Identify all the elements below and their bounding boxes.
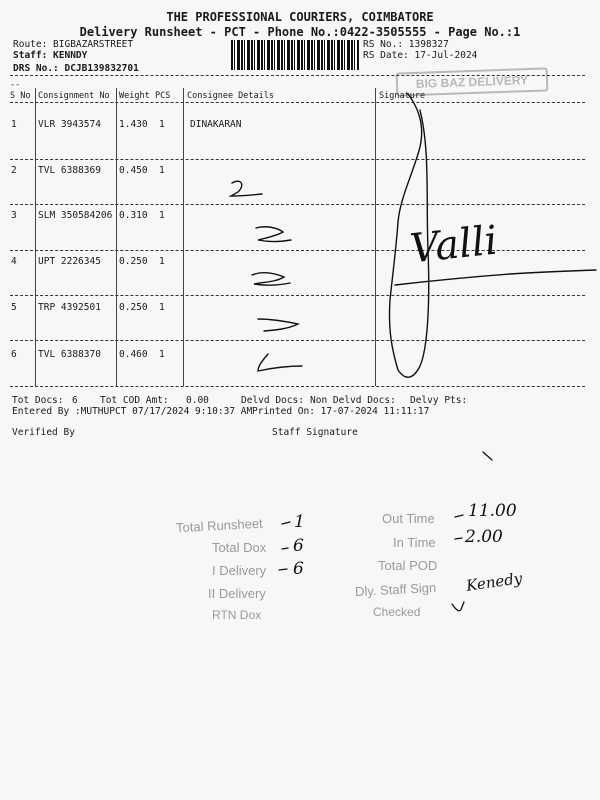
stamp-staff-sign-value: Kenedy [465,569,524,595]
table-cell-consignment: TVL 6388369 [38,165,101,176]
staff-label: Staff: KENNDY [13,50,88,61]
table-cell-sno: 2 [11,165,17,176]
table-cell-consignment: UPT 2226345 [38,256,101,267]
col-header-pcs: PCS [155,91,171,101]
header-marker: -- [10,80,21,90]
runsheet-subtitle: Delivery Runsheet - PCT - Phone No.:0422-3505555 - Page No.:1 [79,25,521,39]
stamp-first-delivery-value: 6 [293,559,304,579]
rs-date: RS Date: 17-Jul-2024 [363,50,478,61]
table-cell-weight: 1.430 [119,119,148,130]
table-cell-sno: 1 [11,119,17,130]
stamp-second-delivery: II Delivery [208,586,266,601]
stamp-staff-sign: Dly. Staff Sign [354,579,437,600]
verified-by: Verified By [12,427,75,438]
stamp-out-time: Out Time [382,511,435,526]
table-cell-pcs: 1 [159,119,165,130]
table-cell-weight: 0.450 [119,165,148,176]
recipient-signature: Valli [407,217,500,273]
stamp-dash-mark [282,522,290,524]
tot-docs-label: Tot Docs: [12,395,64,406]
stray-mark [483,452,492,460]
table-cell-consignment: VLR 3943574 [38,119,101,130]
stamp-total-dox: Total Dox [212,540,267,555]
table-cell-pcs: 1 [159,349,165,360]
entered-by: Entered By :MUTHUPCT 07/17/2024 9:10:37 AM [12,406,253,417]
col-header-consignment: Consignment No [38,91,110,101]
col-header-consignee: Consignee Details [187,91,274,101]
stamp-dash-mark [282,548,288,549]
delivery-stamp: BIG BAZ DELIVERY [396,67,549,96]
table-cell-pcs: 1 [159,210,165,221]
stamp-first-delivery: I Delivery [212,563,267,578]
stamp-dash-mark [279,569,287,570]
stamp-dash-mark [455,515,463,517]
company-name: THE PROFESSIONAL COURIERS, COIMBATORE [166,10,434,24]
stamp-total-runsheet: Total Runsheet [175,515,264,536]
table-cell-sno: 6 [11,349,17,360]
table-cell-consignee: DINAKARAN [190,119,242,130]
checked-mark [452,602,464,611]
table-cell-weight: 0.460 [119,349,148,360]
table-cell-consignment: TVL 6388370 [38,349,101,360]
stamp-total-runsheet-value: 1 [294,512,305,532]
col-header-sno: S No [10,91,31,101]
printed-on: Printed On: 17-07-2024 11:11:17 [252,406,430,417]
delvy-pts-label: Delvy Pts: [410,395,468,406]
rs-number: RS No.: 1398327 [363,39,449,50]
table-cell-weight: 0.250 [119,256,148,267]
table-cell-weight: 0.310 [119,210,148,221]
table-cell-sno: 5 [11,302,17,313]
stamp-total-pod: Total POD [378,558,438,573]
table-cell-consignment: SLM 350584206 [38,210,113,221]
tot-docs-value: 6 [72,395,78,406]
stamp-checked: Checked [373,605,421,619]
stamp-out-time-value: 11.00 [468,501,517,521]
stamp-dash-mark [455,538,462,539]
tot-cod-label: Tot COD Amt: [100,395,169,406]
table-cell-sno: 4 [11,256,17,267]
table-cell-pcs: 1 [159,165,165,176]
stamp-in-time-value: 2.00 [465,527,503,547]
stamp-rtn-dox: RTN Dox [212,608,262,622]
tot-cod-value: 0.00 [186,395,209,406]
col-header-weight: Weight [119,91,150,101]
table-cell-pcs: 1 [159,256,165,267]
col-header-signature: Signature [379,91,426,101]
stamp-total-dox-value: 6 [293,536,304,556]
staff-signature-label: Staff Signature [272,427,358,438]
table-cell-sno: 3 [11,210,17,221]
table-cell-weight: 0.250 [119,302,148,313]
stamp-in-time: In Time [393,535,436,550]
non-delvd-docs-label: Non Delvd Docs: [310,395,396,406]
delvd-docs-label: Delvd Docs: [241,395,304,406]
table-cell-consignment: TRP 4392501 [38,302,101,313]
drs-number: DRS No.: DCJB139832701 [13,63,139,74]
table-cell-pcs: 1 [159,302,165,313]
route-label: Route: BIGBAZARSTREET [13,39,134,50]
